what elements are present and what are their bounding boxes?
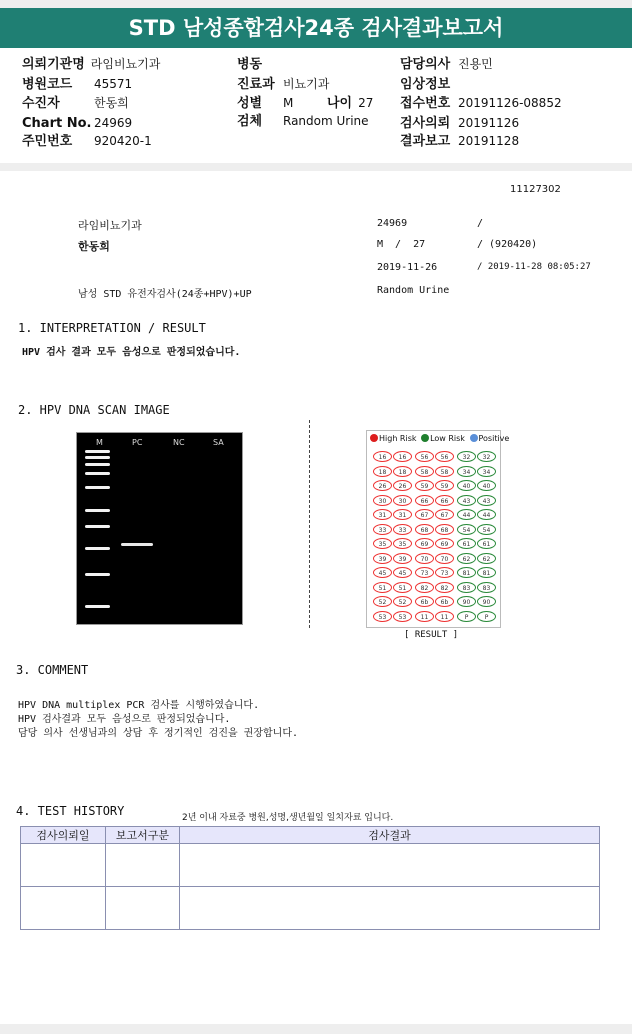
hpv-type-oval: 45 — [373, 567, 392, 578]
hpv-type-oval: 67 — [415, 509, 434, 520]
specimen-label: 검체 — [237, 114, 263, 129]
table-row — [21, 887, 600, 930]
receipt-number-value: 20191126-08852 — [458, 96, 562, 110]
hpv-type-oval: 58 — [435, 466, 454, 477]
hpv-type-oval: 54 — [457, 524, 476, 535]
hpv-type-oval: 35 — [393, 538, 412, 549]
id-number-value: 920420-1 — [94, 134, 152, 148]
low-risk-dot-icon — [421, 434, 429, 442]
history-note: 2년 이내 자료중 병원,성명,생년월일 일치자료 입니다. — [182, 813, 394, 823]
hpv-result-panel — [366, 430, 510, 628]
report-header-fields — [0, 48, 632, 163]
lane-label-nc: NC — [173, 438, 185, 447]
section-history-heading: 4. TEST HISTORY — [16, 804, 125, 818]
hpv-type-oval: 40 — [457, 480, 476, 491]
info-specimen: Random Urine — [377, 285, 450, 296]
hpv-type-oval: 82 — [415, 582, 434, 593]
hpv-type-oval: 83 — [477, 582, 496, 593]
ladder-bands — [85, 450, 110, 608]
hospital-code-value: 45571 — [94, 77, 133, 91]
id-number-label: 주민번호 — [22, 134, 73, 149]
lane-label-m: M — [96, 438, 103, 447]
hpv-type-oval: 32 — [477, 451, 496, 462]
request-date-label: 검사의뢰 — [400, 116, 451, 131]
report-title: STD 남성종합검사24종 검사결과보고서 — [0, 8, 632, 48]
legend-high-risk: High Risk — [379, 434, 417, 443]
chart-no-value: 24969 — [94, 116, 133, 130]
department-value: 비뇨기과 — [283, 77, 330, 91]
report-date-label: 결과보고 — [400, 134, 451, 149]
image-divider — [309, 420, 310, 628]
hpv-type-oval: 70 — [435, 553, 454, 564]
hpv-type-oval: 31 — [393, 509, 412, 520]
hpv-type-oval: 73 — [415, 567, 434, 578]
hpv-type-oval: 69 — [435, 538, 454, 549]
hpv-type-oval: 44 — [457, 509, 476, 520]
hpv-type-oval: 73 — [435, 567, 454, 578]
clinical-info-label: 임상정보 — [400, 77, 451, 92]
hpv-type-oval: 54 — [477, 524, 496, 535]
info-patient: 한동희 — [78, 240, 110, 253]
hpv-type-oval: 51 — [373, 582, 392, 593]
hpv-type-oval: 52 — [393, 596, 412, 607]
hpv-type-oval: 26 — [373, 480, 392, 491]
hpv-type-oval: 62 — [457, 553, 476, 564]
gel-electrophoresis-image — [76, 432, 243, 625]
report-date-value: 20191128 — [458, 134, 520, 148]
lane-label-pc: PC — [132, 438, 143, 447]
comment-line-1: HPV DNA multiplex PCR 검사를 시행하였습니다. — [18, 700, 260, 711]
hpv-type-oval: 43 — [477, 495, 496, 506]
col-report-type: 보고서구분 — [106, 827, 180, 844]
hpv-type-oval: 34 — [457, 466, 476, 477]
hpv-type-oval: 56 — [435, 451, 454, 462]
department-label: 진료과 — [237, 77, 275, 92]
hpv-type-oval: 81 — [457, 567, 476, 578]
hpv-type-oval: 11 — [415, 611, 434, 622]
institution-value: 라임비뇨기과 — [90, 57, 161, 71]
hpv-type-oval: 39 — [373, 553, 392, 564]
hpv-type-oval: 18 — [373, 466, 392, 477]
hpv-type-oval: 11 — [435, 611, 454, 622]
section-interpretation-heading: 1. INTERPRETATION / RESULT — [18, 321, 206, 335]
hpv-type-oval: 39 — [393, 553, 412, 564]
hpv-type-oval: 34 — [477, 466, 496, 477]
hpv-type-oval: 68 — [415, 524, 434, 535]
hpv-type-oval: 83 — [457, 582, 476, 593]
top-border — [0, 0, 632, 8]
hpv-type-oval: 26 — [393, 480, 412, 491]
hpv-type-oval: 35 — [373, 538, 392, 549]
receipt-number-label: 접수번호 — [400, 96, 451, 111]
info-date-received: 2019-11-26 — [377, 262, 438, 273]
hpv-type-oval: 53 — [373, 611, 392, 622]
legend-positive: Positive — [478, 434, 510, 443]
info-institution: 라임비뇨기과 — [78, 219, 142, 232]
age-value: 27 — [358, 96, 374, 110]
specimen-value: Random Urine — [283, 114, 369, 128]
comment-line-3: 담당 의사 선생님과의 상담 후 정기적인 검진을 권장합니다. — [18, 728, 299, 739]
hpv-type-oval: 45 — [393, 567, 412, 578]
hpv-type-oval: 33 — [393, 524, 412, 535]
hpv-type-oval: 61 — [477, 538, 496, 549]
section-scan-image-heading: 2. HPV DNA SCAN IMAGE — [18, 403, 170, 417]
table-row — [21, 844, 600, 887]
col-result: 검사결과 — [180, 827, 600, 844]
info-date-reported: / 2019-11-28 08:05:27 — [477, 262, 591, 272]
hpv-type-oval: 66 — [435, 495, 454, 506]
history-table — [20, 826, 600, 930]
panel-legend — [370, 434, 509, 443]
info-sex-age: M / 27 — [377, 239, 426, 250]
hpv-type-oval: 59 — [415, 480, 434, 491]
hpv-type-oval: 52 — [373, 596, 392, 607]
doctor-value: 진용민 — [458, 57, 493, 71]
hpv-type-oval: 82 — [435, 582, 454, 593]
hpv-type-oval: 43 — [457, 495, 476, 506]
report-code: 11127302 — [510, 184, 561, 195]
info-slash: / — [477, 218, 484, 229]
hpv-type-oval: 90 — [457, 596, 476, 607]
hpv-type-oval: 70 — [415, 553, 434, 564]
chart-no-label: Chart No. — [22, 116, 92, 131]
pc-band — [121, 543, 153, 546]
hpv-type-oval: 32 — [457, 451, 476, 462]
comment-line-2: HPV 검사결과 모두 음성으로 판정되었습니다. — [18, 714, 231, 725]
bottom-border — [0, 1024, 632, 1034]
hpv-type-oval: P — [457, 611, 476, 622]
sex-value: M — [283, 96, 294, 110]
hpv-type-oval: 6b — [435, 596, 454, 607]
hpv-type-oval: 81 — [477, 567, 496, 578]
hpv-type-oval: 66 — [415, 495, 434, 506]
hpv-type-oval: 90 — [477, 596, 496, 607]
hpv-type-oval: 58 — [415, 466, 434, 477]
interpretation-text: HPV 검사 결과 모두 음성으로 판정되었습니다. — [22, 347, 241, 358]
sex-label: 성별 — [237, 96, 263, 111]
hpv-type-oval: 61 — [457, 538, 476, 549]
hpv-type-oval: 68 — [435, 524, 454, 535]
hpv-type-oval: P — [477, 611, 496, 622]
hpv-type-oval: 53 — [393, 611, 412, 622]
hospital-code-label: 병원코드 — [22, 77, 73, 92]
request-date-value: 20191126 — [458, 116, 520, 130]
hpv-type-oval: 59 — [435, 480, 454, 491]
hpv-type-oval: 40 — [477, 480, 496, 491]
high-risk-dot-icon — [370, 434, 378, 442]
result-caption: [ RESULT ] — [404, 630, 459, 640]
ward-label: 병동 — [237, 57, 263, 72]
hpv-type-oval: 51 — [393, 582, 412, 593]
hpv-type-oval: 62 — [477, 553, 496, 564]
hpv-type-oval: 33 — [373, 524, 392, 535]
hpv-type-oval: 67 — [435, 509, 454, 520]
info-chart: 24969 — [377, 218, 408, 229]
patient-value: 한동희 — [94, 96, 129, 110]
hpv-type-oval: 30 — [393, 495, 412, 506]
positive-dot-icon — [470, 434, 478, 442]
hpv-type-oval: 18 — [393, 466, 412, 477]
header-separator — [0, 163, 632, 171]
hpv-type-oval: 6b — [415, 596, 434, 607]
hpv-type-oval: 69 — [415, 538, 434, 549]
hpv-type-oval: 16 — [393, 451, 412, 462]
gel-svg — [77, 433, 242, 624]
hpv-type-oval: 31 — [373, 509, 392, 520]
hpv-type-oval: 16 — [373, 451, 392, 462]
patient-label: 수진자 — [22, 96, 60, 111]
hpv-type-oval: 44 — [477, 509, 496, 520]
info-birth: / (920420) — [477, 239, 538, 250]
lane-label-sa: SA — [213, 438, 224, 447]
doctor-label: 담당의사 — [400, 57, 451, 72]
institution-label: 의뢰기관명 — [22, 57, 85, 72]
history-header-row — [21, 827, 600, 844]
section-comment-heading: 3. COMMENT — [16, 663, 89, 677]
hpv-type-oval: 56 — [415, 451, 434, 462]
col-request-date: 검사의뢰일 — [21, 827, 106, 844]
hpv-type-oval: 30 — [373, 495, 392, 506]
age-label: 나이 — [327, 96, 353, 111]
legend-low-risk: Low Risk — [430, 434, 465, 443]
info-test-name: 남성 STD 유전자검사(24종+HPV)+UP — [78, 289, 252, 300]
